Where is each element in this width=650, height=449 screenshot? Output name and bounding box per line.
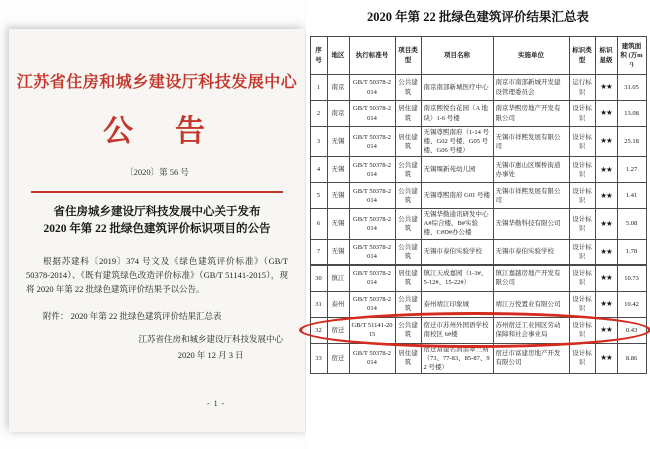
table-cell: 无锡堰新苑幼儿园 [421,157,493,183]
table-cell: GB/T 50378-2014 [349,127,395,157]
table-cell: 泰州 [327,291,349,317]
table-cell: 30 [310,265,327,291]
table-cell: GB/T 50378-2014 [349,265,395,291]
column-header: 项目类型 [395,37,421,75]
table-cell: 1.78 [617,239,646,265]
notice-attachment-line: 附件： 2020 年第 22 批绿色建筑评价结果汇总表 [43,310,222,321]
table-cell: 32 [310,317,327,343]
table-cell: 1.27 [617,157,646,183]
table-cell: 南京华熙房地产开发有限公司 [493,101,569,127]
table-cell: 镇江 [327,265,349,291]
column-header: 地区 [327,37,349,75]
table-cell: 苏州宿迁工业园区劳动保障和社会事业局 [493,317,569,343]
table-cell: 5.08 [617,209,646,239]
table-cell: 公共建筑 [395,157,421,183]
table-cell: 宿迁 [327,317,349,343]
table-row [310,343,646,373]
table-cell: 无锡 [327,239,349,265]
table-cell: GB/T 50378-2014 [349,343,395,373]
table-cell: 设计标识 [569,317,595,343]
table-cell: 居住建筑 [395,127,421,157]
table-row [310,265,646,291]
table-cell: 镇江嘉越房地产开发有限公司 [493,265,569,291]
table-cell: 6 [310,209,327,239]
table-cell: ★★ [595,317,617,343]
notice-page [9,29,305,432]
table-cell: 4 [310,157,327,183]
table-cell: 25.18 [617,127,646,157]
table-cell: 5 [310,183,327,209]
table-cell: 居住建筑 [395,101,421,127]
table-cell: 33 [310,343,327,373]
table-row [310,127,646,157]
table-cell: 泰州靖江印象城 [421,291,493,317]
results-table-body [310,75,646,374]
table-cell: 宿迁富建名润翡翠三期（73、77-83、85-87、92 号楼） [421,343,493,373]
table-cell: 公共建筑 [395,75,421,101]
table-cell: 设计标识 [569,101,595,127]
summary-table-page [306,0,650,449]
table-cell: 南京 [327,75,349,101]
table-cell: 无锡 [327,209,349,239]
table-row [310,157,646,183]
column-header: 项目名称 [421,37,493,75]
table-row [310,209,646,239]
table-cell: 公共建筑 [395,317,421,343]
table-cell: 7 [310,239,327,265]
table-cell: 公共建筑 [395,291,421,317]
table-row [310,317,646,343]
table-cell: ★★ [595,343,617,373]
table-cell: 南京熙悦台花园（A 地块）1-6 号楼 [421,101,493,127]
notice-doc-number: 〔2020〕第 56 号 [125,167,189,177]
table-cell: 无锡 [327,183,349,209]
column-header: 标识星级 [595,37,617,75]
table-cell: GB/T 50378-2014 [349,209,395,239]
table-row [310,183,646,209]
table-cell: 宿迁市富建房地产开发有限公司 [493,343,569,373]
results-table-head [310,37,646,75]
table-cell: 居住建筑 [395,343,421,373]
table-row [310,101,646,127]
table-cell: ★★ [595,291,617,317]
table-cell: 设计标识 [569,265,595,291]
table-cell: 0.43 [617,317,646,343]
table-cell: 无锡 [327,157,349,183]
table-cell: ★★ [595,209,617,239]
table-cell: 13.08 [617,101,646,127]
notice-heading [9,204,305,239]
table-cell: 10.42 [617,291,646,317]
table-cell: 居住建筑 [395,265,421,291]
page-number: - 1 - [207,399,226,408]
table-cell: 设计标识 [569,343,595,373]
table-cell: 宿迁市苏州外国语学校南校区 6#楼 [421,317,493,343]
notice-announcement-title: 公 告 [103,115,211,148]
table-cell: ★★ [595,239,617,265]
table-cell: 1 [310,75,327,101]
table-cell: ★★ [595,101,617,127]
table-cell: 无锡市祥熙发展有限公司 [493,127,569,157]
table-cell: 设计标识 [569,239,595,265]
table-cell: GB/T 50378-2014 [349,75,395,101]
table-cell: GB/T 50378-2014 [349,157,395,183]
table-cell: 公共建筑 [395,183,421,209]
table-cell: 无锡尊熙南府（1-14 号楼、G02 号楼、G05 号楼、G06 号楼） [421,127,493,157]
table-cell: 设计标识 [569,127,595,157]
table-cell: 无锡市泰伯实验学校 [493,239,569,265]
table-cell: ★★ [595,157,617,183]
table-cell: GB/T 51141-2015 [349,317,395,343]
table-cell: 运行标识 [569,75,595,101]
table-cell: ★★ [595,75,617,101]
table-cell: 无锡华勤通讯研发中心 A#综合楼、B#实验楼、C#D#办公楼 [421,209,493,239]
table-cell: 公共建筑 [395,239,421,265]
table-cell: 南京南部新城医疗中心 [421,75,493,101]
table-cell: 无锡市惠山区堰桥街道办事处 [493,157,569,183]
table-cell: 宿迁 [327,343,349,373]
table-cell: GB/T 50378-2014 [349,183,395,209]
notice-signature-org: 江苏省住房和城乡建设厅科技发展中心 [138,334,283,344]
table-cell: 31.05 [617,75,646,101]
table-cell: 设计标识 [569,157,595,183]
notice-heading-line2: 2020 年第 22 批绿色建筑评价标识项目的公告 [43,223,271,236]
table-cell: 无锡市泰伯实验学校 [421,239,493,265]
table-cell: 2 [310,101,327,127]
column-header: 建筑面积 (万m²) [617,37,646,75]
table-cell: 3 [310,127,327,157]
table-cell: 镇江天成嘉园（1-3#、5-12#、15-22#） [421,265,493,291]
table-cell: 设计标识 [569,209,595,239]
table-cell: GB/T 50378-2014 [349,239,395,265]
table-cell: ★★ [595,183,617,209]
table-cell: 无锡华勤科技有限公司 [493,209,569,239]
table-cell: 无锡市祥熙发展有限公司 [493,183,569,209]
table-row [310,75,646,101]
table-cell: 设计标识 [569,183,595,209]
table-cell: 公共建筑 [395,209,421,239]
column-header: 标识类型 [569,37,595,75]
table-cell: 靖江万悦置业有限公司 [493,291,569,317]
table-cell: 设计标识 [569,291,595,317]
notice-body-paragraph: 根据苏建科〔2019〕374 号文及《绿色建筑评价标准》（GB/T 50378-2014）、《既有建筑绿色改造评价标准》（GB/T 51141-2015），现将 2020 年第 22 批绿色建筑评价结果予以公告。 [26,255,288,294]
table-cell: ★★ [595,265,617,291]
column-header: 执行标准号 [349,37,395,75]
table-cell: 8.86 [617,343,646,373]
table-row [310,291,646,317]
table-cell: 无锡尊熙南府 G01 号楼 [421,183,493,209]
results-table [310,36,647,374]
notice-signature-date: 2020 年 12 月 3 日 [177,350,244,361]
table-title: 2020 年第 22 批绿色建筑评价结果汇总表 [367,10,589,24]
table-cell: 南京市南部新城开发建设管理委员会 [493,75,569,101]
table-cell: ★★ [595,127,617,157]
table-cell: 1.41 [617,183,646,209]
table-cell: 31 [310,291,327,317]
column-header: 序号 [310,37,327,75]
table-cell: GB/T 50378-2014 [349,291,395,317]
table-cell: 无锡 [327,127,349,157]
column-header: 实施单位 [493,37,569,75]
table-cell: 10.73 [617,265,646,291]
notice-org-title: 江苏省住房和城乡建设厅科技发展中心 [16,74,298,91]
notice-signature-block [138,331,283,363]
table-cell: 南京 [327,101,349,127]
table-cell: GB/T 50378-2014 [349,101,395,127]
red-divider-rule [31,191,283,193]
notice-heading-line1: 省住房城乡建设厅科技发展中心关于发布 [53,206,261,218]
table-row [310,239,646,265]
header-row [310,37,646,75]
